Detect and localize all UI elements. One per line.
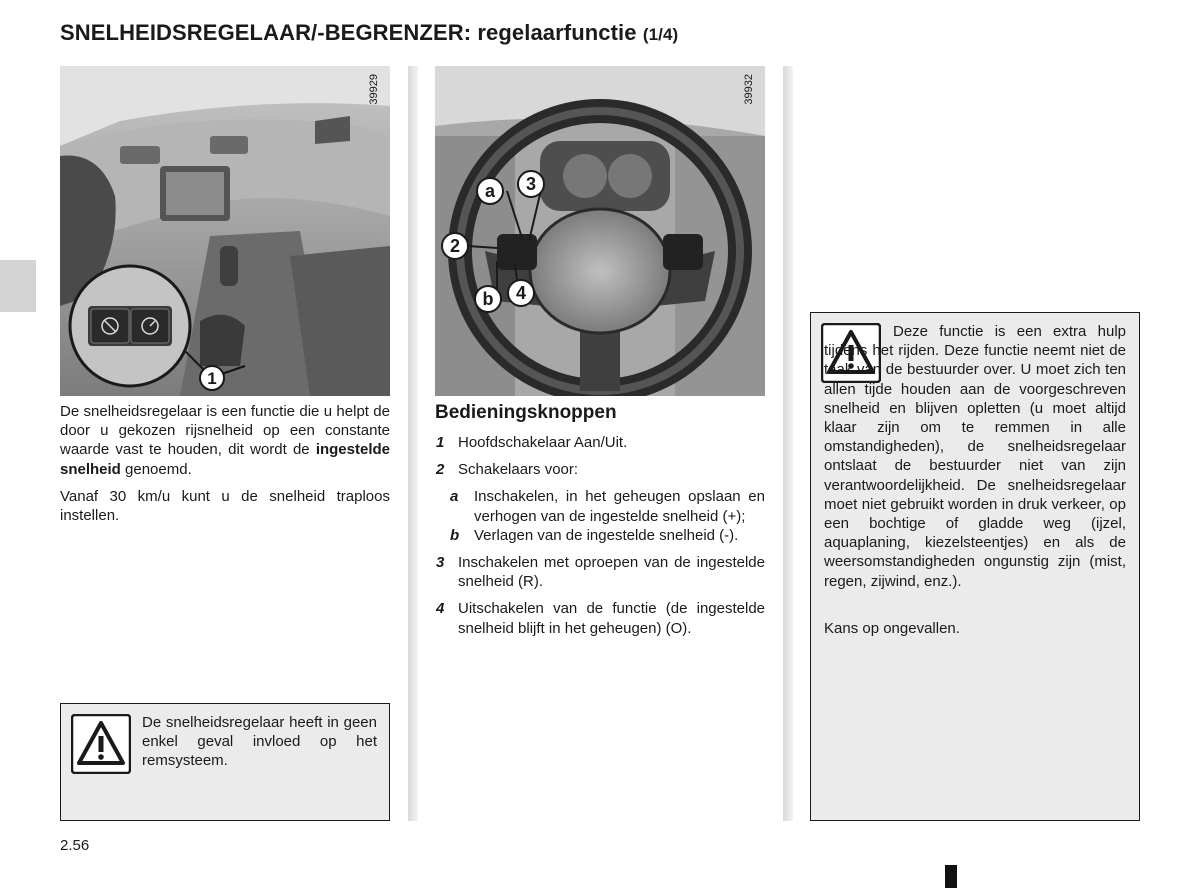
callout-1: 1 [207, 369, 217, 388]
dashboard-illustration [60, 66, 390, 396]
steering-wheel-illustration [435, 66, 765, 396]
warning-box-brakes [60, 703, 390, 821]
callout-3: 3 [525, 174, 537, 194]
control-item: 2 Schakelaars voor: [436, 461, 579, 479]
emphasis-term: ingestelde snelheid [60, 441, 390, 478]
dashboard-figure [60, 66, 390, 396]
column-divider [408, 66, 418, 821]
control-item: 4 Uitschakelen van de functie (de ingestelde snelheid blijft in het geheugen) (O). [436, 600, 765, 637]
warning-text: Kans op ongevallen. [824, 620, 960, 637]
intro-text [60, 402, 390, 533]
page-title-part: (1/4) [642, 25, 679, 44]
column-divider [783, 66, 793, 821]
warning-box-assist [810, 312, 1140, 821]
page-marker [945, 865, 957, 888]
control-sub-item: b Verlagen van de ingestelde snelheid (-). [450, 526, 739, 544]
warning-triangle-icon [71, 714, 131, 774]
intro-paragraph: Vanaf 30 km/u kunt u de snelheid traploos instellen. [60, 487, 390, 525]
warning-text: De snelheidsregelaar heeft in geen enkel geval invloed op het remsysteem. [142, 714, 377, 770]
callout-4: 4 [515, 283, 527, 303]
page-title: SNELHEIDSREGELAAR/-BEGRENZER: regelaarfunctie (1/4) [60, 20, 679, 45]
section-tab [0, 260, 36, 312]
page-number: 2.56 [60, 837, 90, 854]
callout-a: a [484, 181, 496, 201]
controls-heading: Bedieningsknoppen [435, 402, 617, 423]
item-number: 4 [436, 600, 445, 618]
controls-list [435, 433, 765, 646]
item-letter: b [450, 526, 460, 544]
figure-id: 39932 [743, 74, 755, 105]
steering-wheel-figure [435, 66, 765, 396]
control-item: 1 Hoofdschakelaar Aan/Uit. [436, 434, 628, 451]
warning-text: Deze functie is een extra hulp tijdens het rijden. Deze functie neemt niet de taak van de bestuurder over. U moet zich ten allen tijde houden aan de voorgeschreven snelheid en blijven opletten (u moet altijd klaar zijn om te remmen in alle omstandigheden), de snelheidsregelaar ontslaat de bestuurder niet van zijn verantwoordelijkheid. De snelheidsregelaar moet niet gebruikt worden in druk verkeer, op een bochtige of gladde weg (ijzel, aquaplaning, kiezelsteentjes) en als de weersomstandigheden ongunstig zijn (mist, regen, zijwind, enz.). [824, 323, 1126, 590]
callout-2: 2 [449, 236, 461, 256]
figure-id: 39929 [368, 74, 380, 105]
callout-b: b [482, 289, 494, 309]
item-number: 1 [436, 434, 445, 451]
control-item: 3 Inschakelen met oproepen van de ingestelde snelheid (R). [436, 554, 765, 591]
intro-paragraph: De snelheidsregelaar is een functie die u helpt de door u gekozen rijsnelheid op een constante waarde vast te houden, dit wordt de ingestelde snelheid genoemd. [60, 403, 390, 478]
item-number: 2 [436, 461, 445, 479]
item-letter: a [450, 488, 459, 506]
control-sub-item: a Inschakelen, in het geheugen opslaan en verhogen van de ingestelde snelheid (+); [450, 488, 765, 525]
item-number: 3 [436, 554, 445, 572]
